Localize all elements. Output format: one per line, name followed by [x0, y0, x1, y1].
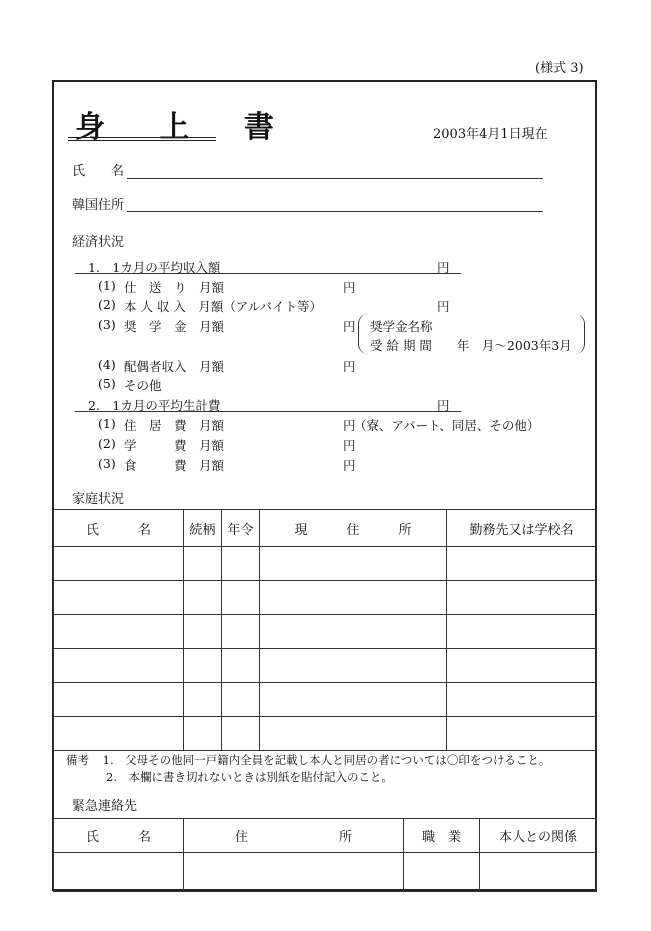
cell[interactable] [222, 717, 260, 751]
item2-2-label: 学 費 月額 [124, 438, 225, 453]
cell[interactable] [447, 717, 597, 751]
item1-3-yen: 円 [343, 319, 356, 334]
item1-4-yen: 円 [343, 359, 356, 374]
item1-2-no: (2) [98, 297, 116, 312]
cell[interactable] [184, 547, 222, 581]
item2-3-label: 食 費 月額 [124, 458, 225, 473]
bracket-left [358, 314, 369, 354]
bracket-right [574, 314, 585, 354]
item2-3-yen: 円 [343, 458, 356, 473]
page-title: 身 上 書 [75, 110, 296, 145]
housing-note: （寮、アパート、同居、その他） [354, 418, 540, 433]
section1-yen: 円 [437, 260, 450, 275]
table-row[interactable] [54, 683, 597, 717]
cell[interactable] [184, 683, 222, 717]
section2-yen: 円 [437, 398, 450, 413]
item2-3-no: (3) [98, 456, 116, 471]
table-row[interactable] [54, 649, 597, 683]
col-age: 年令 [222, 510, 260, 547]
date-text: 2003年4月1日現在 [433, 127, 548, 142]
item2-2-no: (2) [98, 436, 116, 451]
cell[interactable] [447, 615, 597, 649]
cell[interactable] [447, 581, 597, 615]
col-address: 現 住 所 [260, 510, 447, 547]
table-row[interactable] [54, 717, 597, 751]
item1-3-label: 奨 学 金 月額 [124, 319, 225, 334]
title-underline [68, 137, 216, 138]
item1-2-yen: 円 [437, 299, 450, 314]
cell[interactable] [260, 581, 447, 615]
cell[interactable] [54, 581, 184, 615]
notes-block [66, 752, 550, 786]
scholarship-name-label: 奨学金名称 [370, 319, 433, 334]
cell[interactable] [184, 581, 222, 615]
cell[interactable] [260, 683, 447, 717]
cell[interactable] [404, 853, 480, 892]
section2-label: 2. 1カ月の平均生計費 [88, 398, 221, 413]
cell[interactable] [222, 581, 260, 615]
cell[interactable] [184, 615, 222, 649]
cell[interactable] [447, 683, 597, 717]
family-table [53, 509, 597, 751]
family-header-row [54, 510, 597, 547]
section1-label: 1. 1カ月の平均収入額 [88, 260, 221, 275]
family-heading: 家庭状況 [72, 492, 125, 507]
table-row[interactable] [54, 547, 597, 581]
item2-1-no: (1) [98, 416, 116, 431]
cell[interactable] [447, 547, 597, 581]
item1-5-label: その他 [124, 378, 162, 393]
item1-3-no: (3) [98, 317, 116, 332]
address-label: 韓国住所 [72, 198, 125, 213]
cell[interactable] [260, 547, 447, 581]
table-row[interactable] [54, 615, 597, 649]
table-row[interactable] [54, 853, 597, 892]
item2-2-yen: 円 [343, 438, 356, 453]
notes-label: 備考 [66, 753, 89, 767]
col-name: 氏 名 [54, 819, 184, 853]
cell[interactable] [54, 547, 184, 581]
cell[interactable] [54, 853, 184, 892]
item1-5-no: (5) [98, 376, 116, 391]
cell[interactable] [54, 683, 184, 717]
item1-4-label: 配偶者収入 月額 [124, 359, 225, 374]
cell[interactable] [260, 717, 447, 751]
item2-1-yen: 円 [343, 418, 356, 433]
cell[interactable] [184, 853, 404, 892]
col-address: 住 所 [184, 819, 404, 853]
item1-2-label: 本 人 収 入 月額（アルバイト等） [124, 299, 323, 314]
emergency-table [53, 818, 597, 892]
table-row[interactable] [54, 581, 597, 615]
col-workplace: 勤務先又は学校名 [447, 510, 597, 547]
scholarship-period-label: 受 給 期 間 年 月～2003年3月 [370, 338, 572, 353]
cell[interactable] [54, 717, 184, 751]
name-label: 氏 名 [72, 164, 125, 179]
col-relation: 続柄 [184, 510, 222, 547]
col-relationship: 本人との関係 [480, 819, 597, 853]
section2-underline [75, 411, 461, 412]
cell[interactable] [54, 615, 184, 649]
emergency-header-row [54, 819, 597, 853]
address-field[interactable] [127, 211, 543, 212]
form-number: (様式 3) [535, 61, 584, 76]
cell[interactable] [222, 683, 260, 717]
cell[interactable] [54, 649, 184, 683]
item1-1-no: (1) [98, 278, 116, 293]
cell[interactable] [222, 547, 260, 581]
cell[interactable] [260, 615, 447, 649]
title-underline-2 [68, 140, 216, 141]
cell[interactable] [447, 649, 597, 683]
col-occupation: 職 業 [404, 819, 480, 853]
item1-4-no: (4) [98, 357, 116, 372]
cell[interactable] [260, 649, 447, 683]
emergency-heading: 緊急連絡先 [72, 799, 138, 814]
item1-1-label: 仕 送 り 月額 [124, 280, 225, 295]
notes-line-1: 1. 父母その他同一戸籍内全員を記載し本人と同居の者については〇印をつけること。 [102, 753, 551, 767]
cell[interactable] [480, 853, 597, 892]
notes-line-2: 2. 本欄に書き切れないときは別紙を貼付記入のこと。 [106, 770, 393, 784]
section1-underline [75, 273, 461, 274]
economy-heading: 経済状況 [72, 235, 125, 250]
cell[interactable] [222, 615, 260, 649]
item2-1-label: 住 居 費 月額 [124, 418, 225, 433]
name-field[interactable] [127, 178, 543, 179]
cell[interactable] [184, 649, 222, 683]
col-name: 氏 名 [54, 510, 184, 547]
cell[interactable] [184, 717, 222, 751]
cell[interactable] [222, 649, 260, 683]
item1-1-yen: 円 [343, 280, 356, 295]
